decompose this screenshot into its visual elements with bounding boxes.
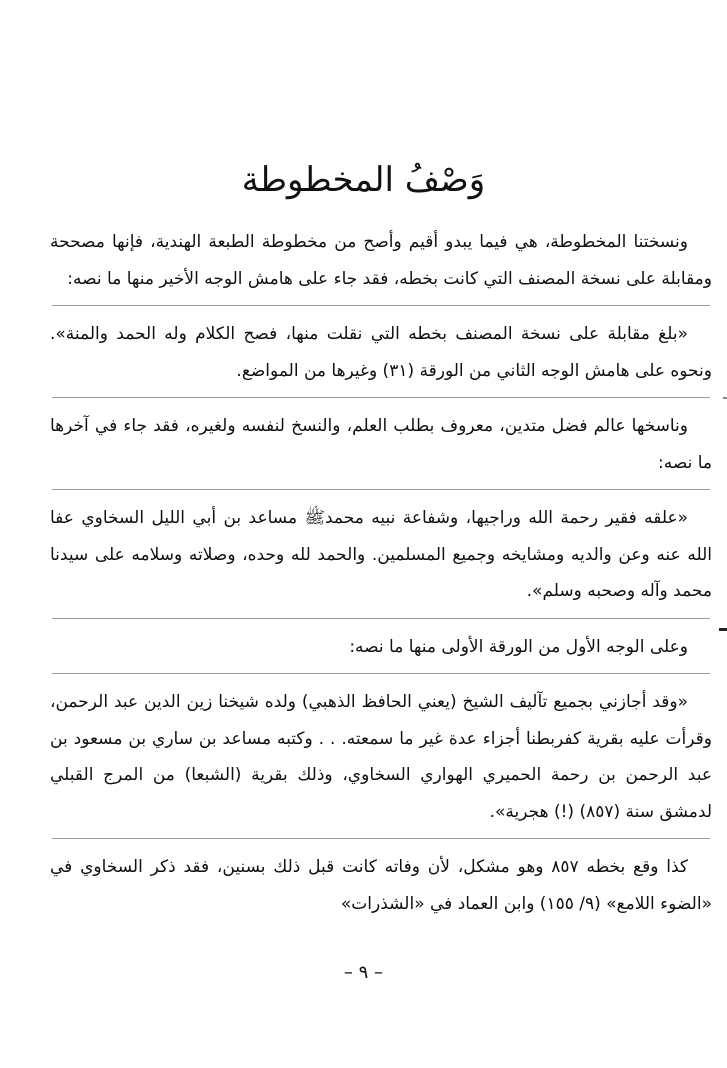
body-text xyxy=(50,224,712,922)
separator-line xyxy=(52,489,710,490)
separator-line xyxy=(52,673,710,674)
scan-edge-mark xyxy=(723,397,727,399)
section-heading: وَصْفُ المخطوطة xyxy=(241,160,486,200)
paragraph-quote-collation: «بلغ مقابلة على نسخة المصنف بخطه التي نقلت منها، فصح الكلام وله الحمد والمنة». ونحوه على هامش الوجه الثاني من الورقة (٣١) وغيرها من المواضع. xyxy=(50,324,712,381)
scan-edge-mark xyxy=(719,628,727,631)
paragraph-quote-colophon: «علقه فقير رحمة الله وراجيها، وشفاعة نبيه محمدﷺ مساعد بن أبي الليل السخاوي عفا الله عنه وعن والديه ومشايخه وجميع المسلمين. والحمد لله وحده، وصلاته وسلامه على سيدنا محمد وآله وصحبه وسلم». xyxy=(50,508,712,601)
separator-line xyxy=(52,305,710,306)
page-number: – ٩ – xyxy=(343,962,384,983)
paragraph-date-note: كذا وقع بخطه ٨٥٧ وهو مشكل، لأن وفاته كانت قبل ذلك بسنين، فقد ذكر السخاوي في «الضوء اللامع» (٩/ ١٥٥) وابن العماد في «الشذرات» xyxy=(50,857,712,914)
paragraph-intro: ونسختنا المخطوطة، هي فيما يبدو أقيم وأصح من مخطوطة الطبعة الهندية، فإنها مصححة ومقابلة على نسخة المصنف التي كانت بخطه، فقد جاء على هامش الوجه الأخير منها ما نصه: xyxy=(50,232,712,289)
paragraph-quote-ijaza: «وقد أجازني بجميع تآليف الشيخ (يعني الحافظ الذهبي) ولده شيخنا زين الدين عبد الرحمن، وقرأت عليه بقرية كفربطنا أجزاء عدة غير ما سمعته. . . وكتبه مساعد بن ساري بن مسعود بن عبد الرحمن بن رحمة الحميري الهواري السخاوي، وذلك بقرية (الشبعا) من المرج القبلي لدمشق سنة (٨٥٧) (!) هجرية». xyxy=(50,692,712,822)
separator-line xyxy=(52,397,710,398)
paragraph-first-folio: وعلى الوجه الأول من الورقة الأولى منها ما نصه: xyxy=(349,636,688,657)
separator-line xyxy=(52,838,710,839)
paragraph-copyist: وناسخها عالم فضل متدين، معروف بطلب العلم، والنسخ لنفسه ولغيره، فقد جاء في آخرها ما نصه: xyxy=(50,416,712,473)
separator-line xyxy=(52,618,710,619)
